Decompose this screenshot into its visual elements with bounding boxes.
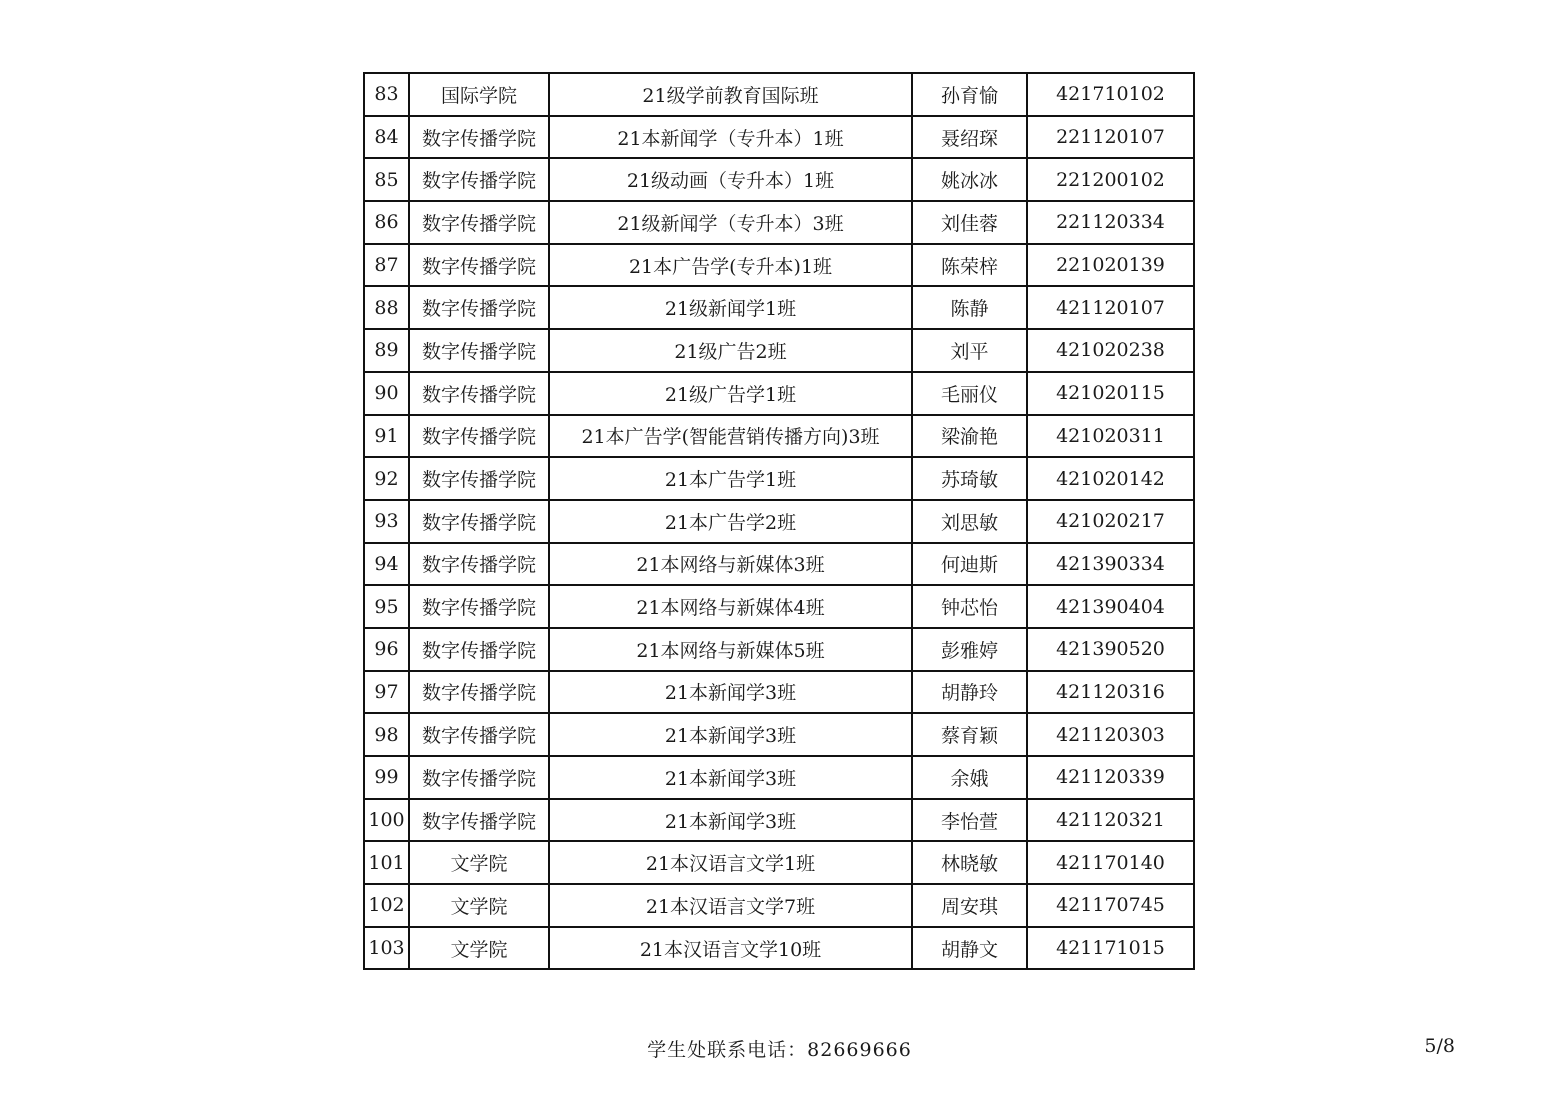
table-row	[364, 585, 1194, 628]
table-row	[364, 543, 1194, 586]
cell-college: 数字传播学院	[409, 756, 549, 799]
cell-class-name: 21本汉语言文学1班	[549, 841, 912, 884]
table-row	[364, 286, 1194, 329]
table-row	[364, 329, 1194, 372]
table-row	[364, 713, 1194, 756]
cell-student-id: 421020311	[1027, 415, 1194, 458]
cell-class-name: 21级新闻学1班	[549, 286, 912, 329]
cell-student-name: 刘平	[912, 329, 1027, 372]
table-row	[364, 244, 1194, 287]
cell-row-number: 94	[364, 543, 409, 586]
cell-row-number: 86	[364, 201, 409, 244]
cell-student-id: 421710102	[1027, 73, 1194, 116]
cell-student-id: 421390404	[1027, 585, 1194, 628]
table-row	[364, 457, 1194, 500]
cell-class-name: 21本广告学1班	[549, 457, 912, 500]
cell-student-id: 421020115	[1027, 372, 1194, 415]
footer-contact-phone: 学生处联系电话：82669666	[647, 1039, 912, 1061]
cell-class-name: 21本网络与新媒体3班	[549, 543, 912, 586]
cell-class-name: 21本汉语言文学10班	[549, 927, 912, 970]
table-row	[364, 671, 1194, 714]
cell-college: 数字传播学院	[409, 671, 549, 714]
cell-college: 数字传播学院	[409, 329, 549, 372]
cell-student-id: 221200102	[1027, 158, 1194, 201]
cell-college: 数字传播学院	[409, 543, 549, 586]
cell-row-number: 87	[364, 244, 409, 287]
table-row	[364, 158, 1194, 201]
cell-student-id: 421120107	[1027, 286, 1194, 329]
cell-student-id: 421170745	[1027, 884, 1194, 927]
cell-student-id: 221020139	[1027, 244, 1194, 287]
cell-class-name: 21级学前教育国际班	[549, 73, 912, 116]
cell-student-id: 421020217	[1027, 500, 1194, 543]
cell-college: 国际学院	[409, 73, 549, 116]
cell-student-name: 梁渝艳	[912, 415, 1027, 458]
cell-student-name: 钟芯怡	[912, 585, 1027, 628]
cell-class-name: 21级广告2班	[549, 329, 912, 372]
cell-class-name: 21本新闻学3班	[549, 756, 912, 799]
cell-student-id: 221120334	[1027, 201, 1194, 244]
cell-student-id: 421170140	[1027, 841, 1194, 884]
cell-student-id: 421120321	[1027, 799, 1194, 842]
cell-class-name: 21本汉语言文学7班	[549, 884, 912, 927]
cell-college: 文学院	[409, 884, 549, 927]
cell-class-name: 21本广告学2班	[549, 500, 912, 543]
cell-class-name: 21本广告学(专升本)1班	[549, 244, 912, 287]
cell-student-name: 李怡萱	[912, 799, 1027, 842]
cell-college: 文学院	[409, 841, 549, 884]
cell-row-number: 102	[364, 884, 409, 927]
table-row	[364, 884, 1194, 927]
cell-class-name: 21本网络与新媒体4班	[549, 585, 912, 628]
cell-student-name: 彭雅婷	[912, 628, 1027, 671]
cell-college: 数字传播学院	[409, 201, 549, 244]
cell-student-name: 林晓敏	[912, 841, 1027, 884]
cell-row-number: 90	[364, 372, 409, 415]
cell-college: 数字传播学院	[409, 244, 549, 287]
cell-row-number: 84	[364, 116, 409, 159]
roster-table-body	[364, 73, 1194, 969]
cell-college: 数字传播学院	[409, 713, 549, 756]
table-row	[364, 201, 1194, 244]
cell-row-number: 91	[364, 415, 409, 458]
table-row	[364, 116, 1194, 159]
cell-college: 数字传播学院	[409, 500, 549, 543]
cell-student-id: 421020142	[1027, 457, 1194, 500]
cell-row-number: 89	[364, 329, 409, 372]
cell-row-number: 85	[364, 158, 409, 201]
table-row	[364, 841, 1194, 884]
cell-college: 数字传播学院	[409, 415, 549, 458]
cell-student-id: 421171015	[1027, 927, 1194, 970]
cell-student-id: 221120107	[1027, 116, 1194, 159]
cell-student-name: 刘佳蓉	[912, 201, 1027, 244]
cell-row-number: 100	[364, 799, 409, 842]
table-row	[364, 73, 1194, 116]
cell-college: 数字传播学院	[409, 158, 549, 201]
cell-student-id: 421390334	[1027, 543, 1194, 586]
cell-college: 数字传播学院	[409, 628, 549, 671]
cell-student-name: 陈荣梓	[912, 244, 1027, 287]
cell-row-number: 95	[364, 585, 409, 628]
cell-student-name: 胡静玲	[912, 671, 1027, 714]
cell-row-number: 101	[364, 841, 409, 884]
table-row	[364, 500, 1194, 543]
cell-college: 数字传播学院	[409, 372, 549, 415]
cell-student-name: 苏琦敏	[912, 457, 1027, 500]
cell-row-number: 93	[364, 500, 409, 543]
cell-row-number: 97	[364, 671, 409, 714]
cell-row-number: 99	[364, 756, 409, 799]
cell-class-name: 21本新闻学3班	[549, 713, 912, 756]
cell-college: 数字传播学院	[409, 286, 549, 329]
table-row	[364, 927, 1194, 970]
footer-page-number: 5/8	[1424, 1035, 1455, 1057]
cell-class-name: 21本网络与新媒体5班	[549, 628, 912, 671]
cell-class-name: 21本新闻学3班	[549, 671, 912, 714]
cell-class-name: 21本新闻学（专升本）1班	[549, 116, 912, 159]
cell-student-id: 421020238	[1027, 329, 1194, 372]
cell-student-name: 孙育愉	[912, 73, 1027, 116]
cell-row-number: 92	[364, 457, 409, 500]
cell-college: 数字传播学院	[409, 116, 549, 159]
cell-student-name: 毛丽仪	[912, 372, 1027, 415]
cell-student-name: 何迪斯	[912, 543, 1027, 586]
student-roster-table	[363, 72, 1195, 970]
cell-class-name: 21级广告学1班	[549, 372, 912, 415]
table-row	[364, 628, 1194, 671]
cell-college: 数字传播学院	[409, 457, 549, 500]
cell-row-number: 103	[364, 927, 409, 970]
cell-student-id: 421390520	[1027, 628, 1194, 671]
cell-college: 文学院	[409, 927, 549, 970]
cell-student-id: 421120303	[1027, 713, 1194, 756]
cell-student-name: 姚冰冰	[912, 158, 1027, 201]
cell-class-name: 21本新闻学3班	[549, 799, 912, 842]
cell-student-name: 周安琪	[912, 884, 1027, 927]
cell-student-name: 余娥	[912, 756, 1027, 799]
cell-row-number: 88	[364, 286, 409, 329]
cell-class-name: 21级新闻学（专升本）3班	[549, 201, 912, 244]
cell-class-name: 21级动画（专升本）1班	[549, 158, 912, 201]
cell-student-name: 胡静文	[912, 927, 1027, 970]
cell-row-number: 96	[364, 628, 409, 671]
table-row	[364, 756, 1194, 799]
cell-student-id: 421120316	[1027, 671, 1194, 714]
cell-class-name: 21本广告学(智能营销传播方向)3班	[549, 415, 912, 458]
cell-student-name: 刘思敏	[912, 500, 1027, 543]
cell-student-name: 陈静	[912, 286, 1027, 329]
table-row	[364, 415, 1194, 458]
cell-student-name: 蔡育颖	[912, 713, 1027, 756]
table-row	[364, 799, 1194, 842]
cell-row-number: 98	[364, 713, 409, 756]
cell-college: 数字传播学院	[409, 799, 549, 842]
cell-student-name: 聂绍琛	[912, 116, 1027, 159]
cell-college: 数字传播学院	[409, 585, 549, 628]
cell-student-id: 421120339	[1027, 756, 1194, 799]
cell-row-number: 83	[364, 73, 409, 116]
table-row	[364, 372, 1194, 415]
